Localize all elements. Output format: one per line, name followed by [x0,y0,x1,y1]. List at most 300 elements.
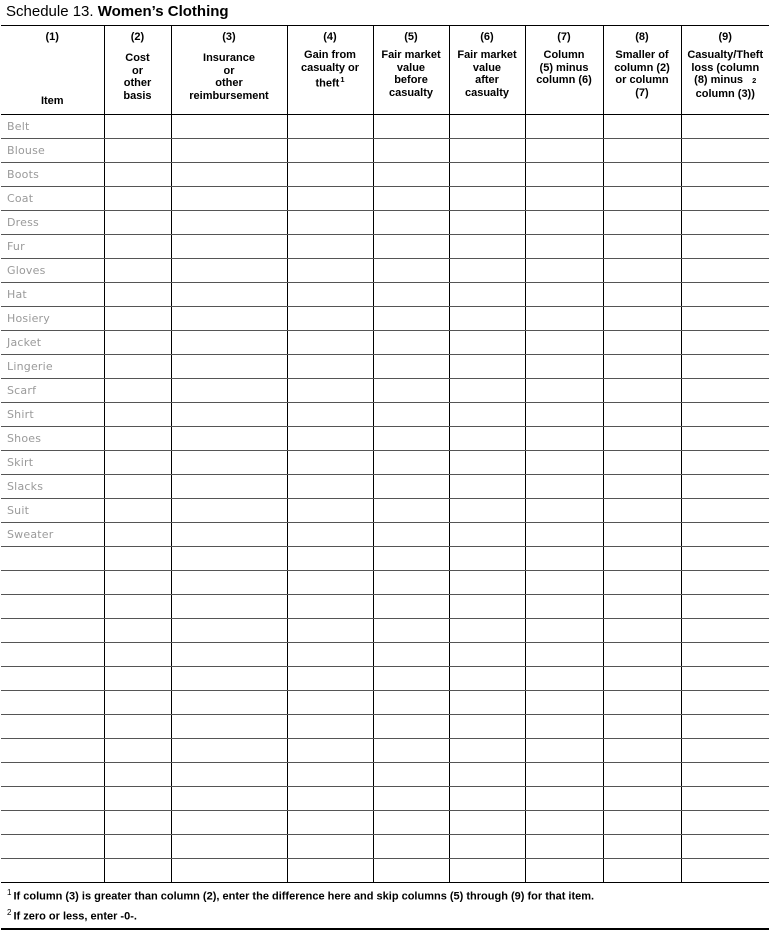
entry-cell[interactable] [104,595,171,619]
entry-cell[interactable] [603,691,681,715]
entry-cell[interactable] [287,811,373,835]
entry-cell[interactable] [681,259,769,283]
entry-cell[interactable] [681,475,769,499]
item-cell[interactable] [1,499,104,523]
entry-cell[interactable] [287,787,373,811]
entry-cell[interactable] [525,307,603,331]
entry-cell[interactable] [171,643,287,667]
entry-cell[interactable] [449,283,525,307]
entry-cell[interactable] [104,667,171,691]
entry-cell[interactable] [104,691,171,715]
item-cell[interactable] [1,739,104,763]
entry-cell[interactable] [681,811,769,835]
item-name: Dress [7,215,39,229]
item-cell[interactable] [1,475,104,499]
entry-cell[interactable] [373,595,449,619]
entry-cell[interactable] [287,499,373,523]
table-row [1,499,769,523]
entry-cell[interactable] [171,595,287,619]
item-cell[interactable] [1,859,104,883]
entry-cell[interactable] [287,355,373,379]
item-cell[interactable] [1,283,104,307]
entry-cell[interactable] [525,571,603,595]
entry-cell[interactable] [525,643,603,667]
column-header-2 [104,26,171,115]
entry-cell[interactable] [287,595,373,619]
entry-cell[interactable] [681,715,769,739]
entry-cell[interactable] [373,835,449,859]
entry-cell[interactable] [449,739,525,763]
entry-cell[interactable] [603,451,681,475]
entry-cell[interactable] [171,163,287,187]
entry-cell[interactable] [681,235,769,259]
entry-cell[interactable] [603,379,681,403]
entry-cell[interactable] [373,331,449,355]
entry-cell[interactable] [449,307,525,331]
entry-cell[interactable] [104,859,171,883]
entry-cell[interactable] [373,811,449,835]
item-cell[interactable] [1,595,104,619]
entry-cell[interactable] [287,235,373,259]
entry-cell[interactable] [525,355,603,379]
entry-cell[interactable] [449,835,525,859]
entry-cell[interactable] [681,739,769,763]
item-cell[interactable] [1,643,104,667]
entry-cell[interactable] [373,283,449,307]
entry-cell[interactable] [449,451,525,475]
entry-cell[interactable] [603,811,681,835]
entry-cell[interactable] [681,427,769,451]
entry-cell[interactable] [287,331,373,355]
item-cell[interactable] [1,307,104,331]
column-header-content [1,26,104,114]
entry-cell[interactable] [171,283,287,307]
entry-cell[interactable] [104,403,171,427]
entry-cell[interactable] [681,499,769,523]
entry-cell[interactable] [603,259,681,283]
item-cell[interactable] [1,355,104,379]
item-cell[interactable] [1,547,104,571]
entry-cell[interactable] [104,139,171,163]
item-cell[interactable] [1,715,104,739]
entry-cell[interactable] [373,115,449,139]
entry-cell[interactable] [449,379,525,403]
entry-cell[interactable] [287,691,373,715]
entry-cell[interactable] [449,331,525,355]
entry-cell[interactable] [603,283,681,307]
entry-cell[interactable] [287,667,373,691]
entry-cell[interactable] [681,307,769,331]
entry-cell[interactable] [373,403,449,427]
column-label-line: (5) minus [539,61,589,74]
entry-cell[interactable] [449,235,525,259]
entry-cell[interactable] [104,523,171,547]
entry-cell[interactable] [603,547,681,571]
entry-cell[interactable] [171,355,287,379]
entry-cell[interactable] [373,379,449,403]
entry-cell[interactable] [373,211,449,235]
item-cell[interactable] [1,811,104,835]
entry-cell[interactable] [373,163,449,187]
entry-cell[interactable] [104,259,171,283]
entry-cell[interactable] [373,739,449,763]
entry-cell[interactable] [171,403,287,427]
entry-cell[interactable] [287,307,373,331]
entry-cell[interactable] [681,667,769,691]
entry-cell[interactable] [449,187,525,211]
entry-cell[interactable] [373,547,449,571]
entry-cell[interactable] [449,811,525,835]
entry-cell[interactable] [287,475,373,499]
entry-cell[interactable] [681,283,769,307]
item-cell[interactable] [1,187,104,211]
item-cell[interactable] [1,763,104,787]
entry-cell[interactable] [171,259,287,283]
entry-cell[interactable] [449,475,525,499]
entry-cell[interactable] [104,715,171,739]
entry-cell[interactable] [681,571,769,595]
entry-cell[interactable] [525,523,603,547]
entry-cell[interactable] [287,739,373,763]
item-cell[interactable] [1,331,104,355]
entry-cell[interactable] [171,523,287,547]
entry-cell[interactable] [525,451,603,475]
entry-cell[interactable] [449,211,525,235]
entry-cell[interactable] [525,163,603,187]
entry-cell[interactable] [603,787,681,811]
item-cell[interactable] [1,835,104,859]
entry-cell[interactable] [171,451,287,475]
entry-cell[interactable] [171,379,287,403]
entry-cell[interactable] [525,259,603,283]
entry-cell[interactable] [603,643,681,667]
entry-cell[interactable] [603,523,681,547]
entry-cell[interactable] [525,739,603,763]
item-cell[interactable] [1,523,104,547]
entry-cell[interactable] [449,571,525,595]
item-cell[interactable] [1,259,104,283]
entry-cell[interactable] [287,139,373,163]
entry-cell[interactable] [449,499,525,523]
entry-cell[interactable] [171,499,287,523]
entry-cell[interactable] [525,667,603,691]
column-label-line: or [223,64,235,77]
footnote-marker: 2 [7,907,12,917]
entry-cell[interactable] [171,667,287,691]
entry-cell[interactable] [603,475,681,499]
entry-cell[interactable] [171,787,287,811]
entry-cell[interactable] [171,571,287,595]
entry-cell[interactable] [104,475,171,499]
entry-cell[interactable] [449,595,525,619]
entry-cell[interactable] [603,859,681,883]
entry-cell[interactable] [449,547,525,571]
entry-cell[interactable] [449,691,525,715]
entry-cell[interactable] [171,187,287,211]
entry-cell[interactable] [373,643,449,667]
entry-cell[interactable] [603,499,681,523]
entry-cell[interactable] [525,283,603,307]
entry-cell[interactable] [681,403,769,427]
entry-cell[interactable] [681,619,769,643]
entry-cell[interactable] [525,115,603,139]
entry-cell[interactable] [603,187,681,211]
item-cell[interactable] [1,451,104,475]
entry-cell[interactable] [287,187,373,211]
entry-cell[interactable] [449,859,525,883]
entry-cell[interactable] [287,211,373,235]
entry-cell[interactable] [104,547,171,571]
entry-cell[interactable] [287,835,373,859]
item-cell[interactable] [1,787,104,811]
entry-cell[interactable] [171,547,287,571]
entry-cell[interactable] [603,211,681,235]
entry-cell[interactable] [373,427,449,451]
entry-cell[interactable] [171,859,287,883]
entry-cell[interactable] [681,139,769,163]
entry-cell[interactable] [603,307,681,331]
entry-cell[interactable] [449,355,525,379]
item-cell[interactable] [1,379,104,403]
entry-cell[interactable] [287,571,373,595]
entry-cell[interactable] [603,235,681,259]
entry-cell[interactable] [525,787,603,811]
entry-cell[interactable] [104,835,171,859]
entry-cell[interactable] [681,451,769,475]
entry-cell[interactable] [525,211,603,235]
entry-cell[interactable] [373,235,449,259]
entry-cell[interactable] [287,115,373,139]
entry-cell[interactable] [287,619,373,643]
entry-cell[interactable] [171,307,287,331]
entry-cell[interactable] [525,859,603,883]
entry-cell[interactable] [104,307,171,331]
entry-cell[interactable] [525,187,603,211]
entry-cell[interactable] [104,811,171,835]
entry-cell[interactable] [449,403,525,427]
entry-cell[interactable] [681,763,769,787]
entry-cell[interactable] [681,163,769,187]
entry-cell[interactable] [603,115,681,139]
entry-cell[interactable] [525,499,603,523]
entry-cell[interactable] [449,163,525,187]
item-cell[interactable] [1,619,104,643]
item-cell[interactable] [1,667,104,691]
entry-cell[interactable] [603,331,681,355]
entry-cell[interactable] [603,715,681,739]
column-number: (3) [222,31,236,43]
entry-cell[interactable] [525,331,603,355]
entry-cell[interactable] [603,763,681,787]
entry-cell[interactable] [525,139,603,163]
entry-cell[interactable] [287,859,373,883]
entry-cell[interactable] [104,571,171,595]
entry-cell[interactable] [373,523,449,547]
entry-cell[interactable] [681,787,769,811]
entry-cell[interactable] [171,331,287,355]
item-cell[interactable] [1,691,104,715]
item-cell[interactable] [1,235,104,259]
column-label-line: before [394,74,428,86]
entry-cell[interactable] [104,451,171,475]
entry-cell[interactable] [373,307,449,331]
entry-cell[interactable] [525,403,603,427]
item-cell[interactable] [1,163,104,187]
entry-cell[interactable] [104,355,171,379]
entry-cell[interactable] [104,235,171,259]
entry-cell[interactable] [104,211,171,235]
entry-cell[interactable] [449,619,525,643]
entry-cell[interactable] [525,763,603,787]
entry-cell[interactable] [681,691,769,715]
entry-cell[interactable] [104,499,171,523]
entry-cell[interactable] [449,115,525,139]
entry-cell[interactable] [171,211,287,235]
item-cell[interactable] [1,427,104,451]
entry-cell[interactable] [603,619,681,643]
entry-cell[interactable] [104,163,171,187]
entry-cell[interactable] [373,571,449,595]
entry-cell[interactable] [373,667,449,691]
column-label-line: value [472,61,502,74]
entry-cell[interactable] [681,547,769,571]
entry-cell[interactable] [681,523,769,547]
entry-cell[interactable] [104,187,171,211]
item-name: Boots [7,167,40,181]
entry-cell[interactable] [287,283,373,307]
entry-cell[interactable] [373,619,449,643]
entry-cell[interactable] [449,787,525,811]
entry-cell[interactable] [449,763,525,787]
entry-cell[interactable] [104,763,171,787]
entry-cell[interactable] [287,427,373,451]
entry-cell[interactable] [449,667,525,691]
entry-cell[interactable] [287,259,373,283]
entry-cell[interactable] [171,691,287,715]
entry-cell[interactable] [171,475,287,499]
entry-cell[interactable] [373,259,449,283]
entry-cell[interactable] [525,835,603,859]
item-cell[interactable] [1,571,104,595]
entry-cell[interactable] [603,595,681,619]
entry-cell[interactable] [287,379,373,403]
entry-cell[interactable] [373,763,449,787]
entry-cell[interactable] [603,835,681,859]
entry-cell[interactable] [525,547,603,571]
entry-cell[interactable] [373,451,449,475]
entry-cell[interactable] [373,475,449,499]
entry-cell[interactable] [373,691,449,715]
entry-cell[interactable] [603,739,681,763]
entry-cell[interactable] [104,379,171,403]
entry-cell[interactable] [603,571,681,595]
entry-cell[interactable] [373,787,449,811]
entry-cell[interactable] [525,811,603,835]
entry-cell[interactable] [681,859,769,883]
entry-cell[interactable] [525,595,603,619]
item-cell[interactable] [1,403,104,427]
entry-cell[interactable] [449,427,525,451]
entry-cell[interactable] [171,739,287,763]
entry-cell[interactable] [104,619,171,643]
entry-cell[interactable] [171,715,287,739]
entry-cell[interactable] [171,427,287,451]
entry-cell[interactable] [287,523,373,547]
entry-cell[interactable] [104,427,171,451]
entry-cell[interactable] [104,643,171,667]
entry-cell[interactable] [525,691,603,715]
entry-cell[interactable] [449,643,525,667]
entry-cell[interactable] [171,835,287,859]
entry-cell[interactable] [525,427,603,451]
entry-cell[interactable] [525,235,603,259]
entry-cell[interactable] [681,595,769,619]
entry-cell[interactable] [603,355,681,379]
entry-cell[interactable] [525,715,603,739]
entry-cell[interactable] [104,283,171,307]
entry-cell[interactable] [449,715,525,739]
item-name: Jacket [7,335,42,349]
entry-cell[interactable] [171,139,287,163]
entry-cell[interactable] [373,859,449,883]
entry-cell[interactable] [287,763,373,787]
entry-cell[interactable] [681,835,769,859]
entry-cell[interactable] [104,787,171,811]
entry-cell[interactable] [287,163,373,187]
entry-cell[interactable] [525,379,603,403]
entry-cell[interactable] [171,763,287,787]
entry-cell[interactable] [603,163,681,187]
entry-cell[interactable] [681,643,769,667]
entry-cell[interactable] [104,115,171,139]
entry-cell[interactable] [287,403,373,427]
entry-cell[interactable] [287,451,373,475]
entry-cell[interactable] [603,403,681,427]
entry-cell[interactable] [171,811,287,835]
entry-cell[interactable] [373,499,449,523]
entry-cell[interactable] [681,331,769,355]
entry-cell[interactable] [681,115,769,139]
entry-cell[interactable] [287,643,373,667]
entry-cell[interactable] [681,187,769,211]
item-cell[interactable] [1,211,104,235]
entry-cell[interactable] [287,547,373,571]
entry-cell[interactable] [603,667,681,691]
entry-cell[interactable] [287,715,373,739]
entry-cell[interactable] [525,475,603,499]
entry-cell[interactable] [681,355,769,379]
entry-cell[interactable] [525,619,603,643]
entry-cell[interactable] [603,427,681,451]
entry-cell[interactable] [104,739,171,763]
entry-cell[interactable] [681,379,769,403]
entry-cell[interactable] [373,715,449,739]
entry-cell[interactable] [449,523,525,547]
entry-cell[interactable] [373,139,449,163]
entry-cell[interactable] [171,115,287,139]
entry-cell[interactable] [171,235,287,259]
entry-cell[interactable] [171,619,287,643]
entry-cell[interactable] [373,355,449,379]
entry-cell[interactable] [373,187,449,211]
entry-cell[interactable] [681,211,769,235]
item-cell[interactable] [1,115,104,139]
item-cell[interactable] [1,139,104,163]
entry-cell[interactable] [449,259,525,283]
entry-cell[interactable] [603,139,681,163]
entry-cell[interactable] [449,139,525,163]
entry-cell[interactable] [104,331,171,355]
